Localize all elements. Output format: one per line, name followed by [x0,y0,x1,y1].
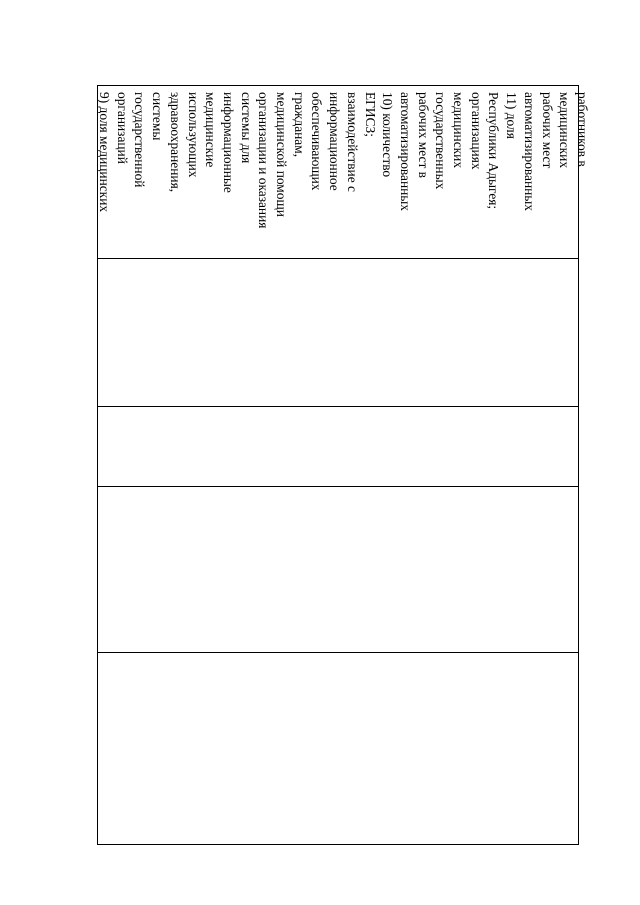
cell-text-line: медицинских [451,92,466,169]
cell-text-line: автоматизированных [521,92,537,212]
cell-text-line: работников в [574,92,590,167]
rotated-cell-text [0,0,590,478]
row-divider [98,486,578,487]
cell-text-line: использующих [185,92,201,178]
cell-text-line: системы для [238,92,254,164]
cell-text-line: здравоохранения, [167,92,183,193]
cell-text-line: ЕГИСЗ; [362,92,378,137]
cell-text-line: 11) доля [504,92,520,139]
cell-text-line: медицинские [203,92,219,168]
cell-text-line: информационное [327,92,343,191]
cell-text-line: 9) доля медицинских [97,92,112,213]
cell-text-line: Республики Адыгея; [486,92,502,210]
cell-text-line: 10) количество [380,92,396,178]
cell-text-line: системы [150,92,166,141]
cell-text-line: организаций [114,92,130,164]
cell-text-line: организации и оказания [256,92,272,229]
cell-text-line: обеспечивающих [309,92,325,191]
cell-text-line: медицинской помощи [274,92,289,217]
row-divider [98,258,578,259]
cell-text-line: государственной [132,92,148,188]
cell-text-line: организациях [468,92,484,170]
cell-text-line: автоматизированных [397,92,413,212]
cell-text-line: рабочих мест [539,92,555,169]
cell-text-line: информационные [220,92,236,193]
cell-text-line: государственных [433,92,449,190]
cell-text-line: рабочих мест в [415,92,431,178]
cell-text-line: гражданам, [291,92,307,158]
cell-text-line: взаимодействие с [344,92,360,192]
row-divider [98,406,578,407]
cell-text-line: медицинских [557,92,573,169]
row-divider [98,652,578,653]
